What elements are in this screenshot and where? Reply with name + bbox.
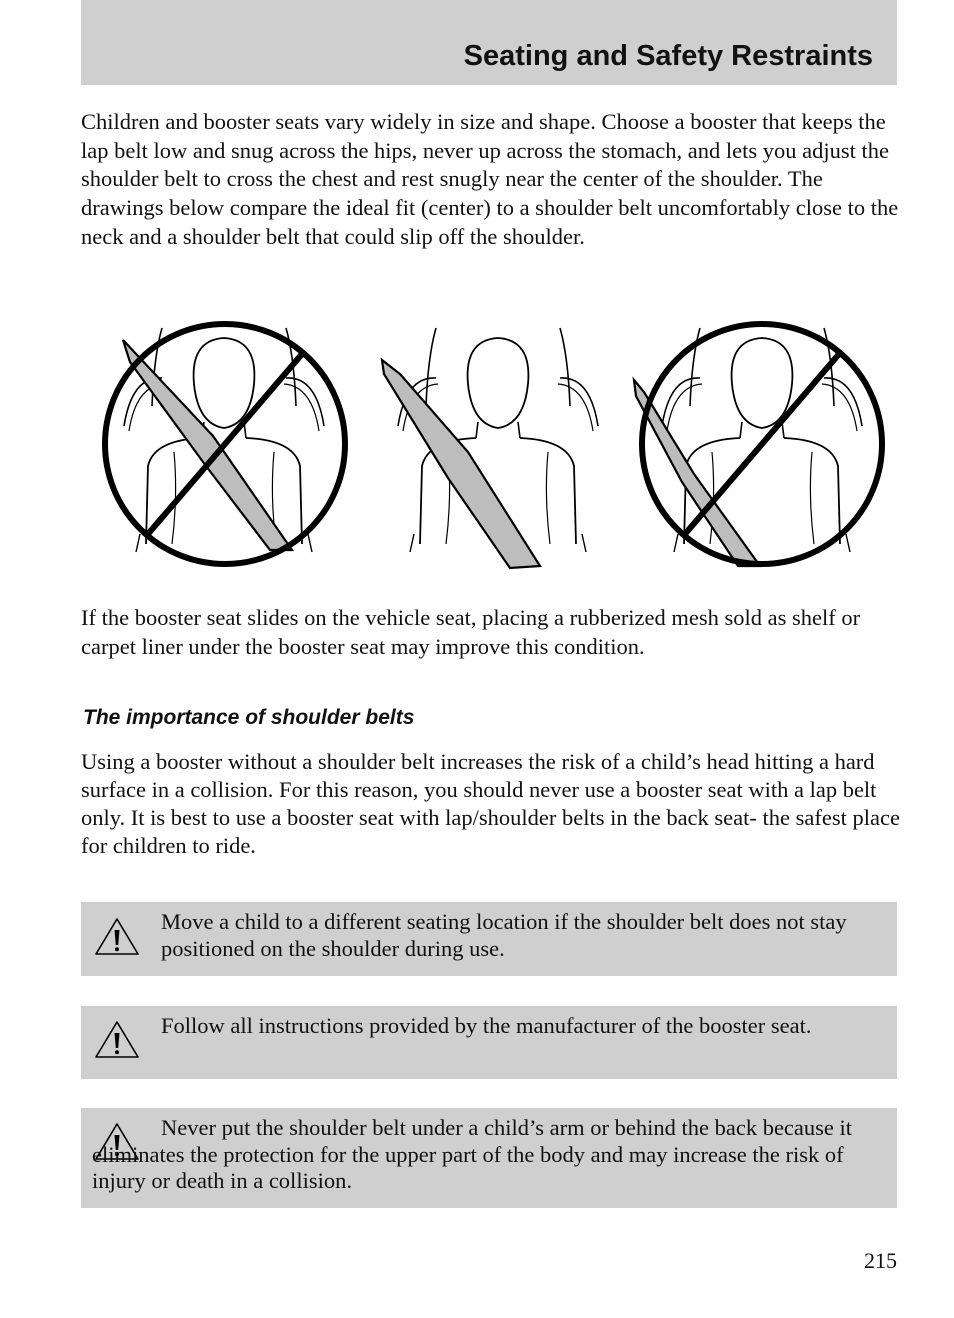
page-number: 215 — [864, 1248, 897, 1273]
belt-off-shoulder-panel — [634, 324, 882, 566]
warning-triangle-icon — [93, 1019, 141, 1061]
warning-triangle-icon — [93, 916, 141, 958]
warning-text: Move a child to a different seating location if the shoulder belt does not stay positioned on the shoulder during use. — [161, 909, 847, 961]
page-header — [81, 0, 897, 85]
warning-box-1 — [81, 902, 897, 976]
warning-box-2 — [81, 1006, 897, 1079]
section-title: Seating and Safety Restraints — [463, 40, 873, 72]
warning-text: Never put the shoulder belt under a child’s arm or behind the back because it eliminates the protection for the upper part of the body and may increase the risk of injury or death in a collision. — [92, 1115, 853, 1194]
mesh-paragraph: If the booster seat slides on the vehicle seat, placing a rubberized mesh sold as shelf or carpet liner under the booster seat may improve this condition. — [81, 605, 861, 659]
belt-fit-illustration — [96, 316, 896, 578]
ideal-belt-fit-panel — [382, 328, 598, 568]
warning-box-3 — [81, 1108, 897, 1208]
shoulder-belt-paragraph: Using a booster without a shoulder belt increases the risk of a child’s head hitting a hard surface in a collision. For this reason, you should never use a booster seat with a lap belt only. It is best to use a booster seat with lap/shoulder belts in the back seat- the safest place for children to ride. — [81, 749, 900, 858]
belt-too-close-to-neck-panel — [105, 324, 345, 564]
warning-text: Follow all instructions provided by the manufacturer of the booster seat. — [161, 1013, 812, 1038]
section-heading: The importance of shoulder belts — [83, 706, 415, 729]
intro-paragraph: Children and booster seats vary widely in size and shape. Choose a booster that keeps the lap belt low and snug across the hips, never up across the stomach, and lets you adjust the shoulder belt to cross the chest and rest snugly near the center of the shoulder. The drawings below compare the ideal fit (center) to a shoulder belt uncomfortably close to the neck and a shoulder belt that could slip off the shoulder. — [81, 109, 899, 249]
